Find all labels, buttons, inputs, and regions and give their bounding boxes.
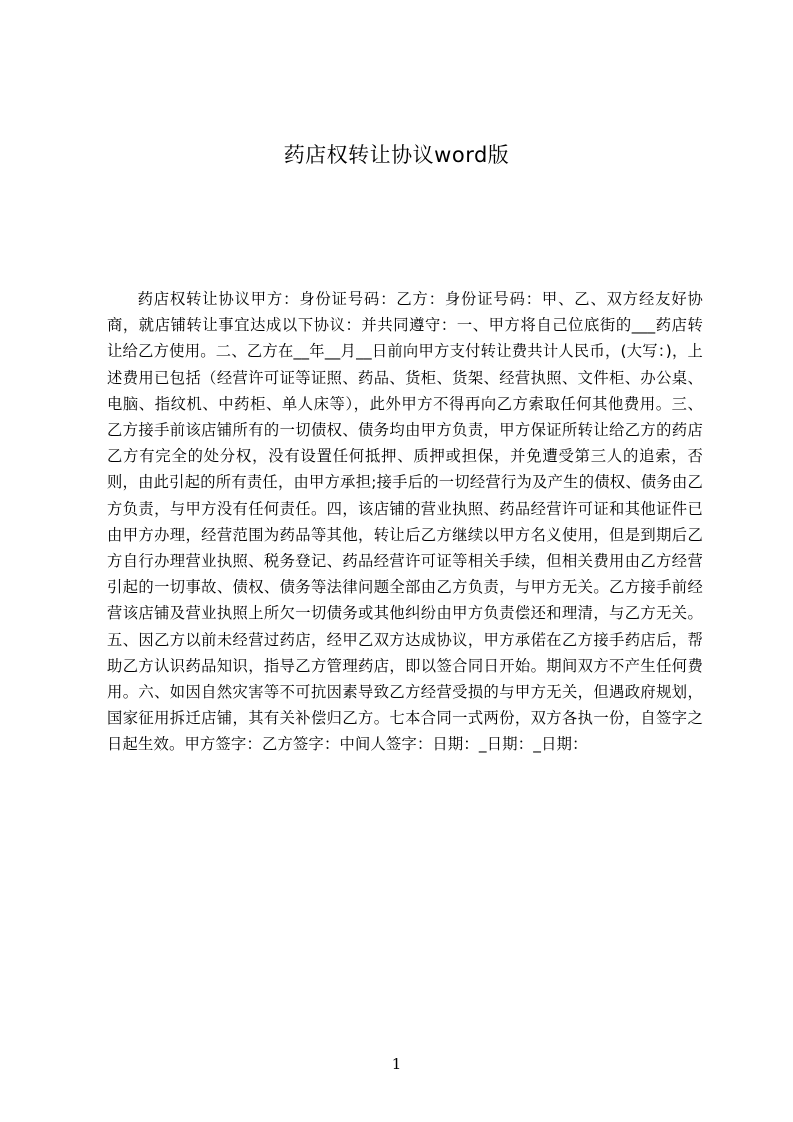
document-body-paragraph: 药店权转让协议甲方：身份证号码：乙方：身份证号码：甲、乙、双方经友好协商，就店铺转让事宜达成以下协议：并共同遵守：一、甲方将自己位底街的___药店转让给乙方使用。二、乙方在__年__月__日前向甲方支付转让费共计人民币，(大写：)，上述费用已包括（经营许可证等证照、药品、货柜、货架、经营执照、文件柜、办公桌、电脑、指纹机、中药柜、单人床等），此外甲方不得再向乙方索取任何其他费用。三、乙方接手前该店铺所有的一切债权、债务均由甲方负责，甲方保证所转让给乙方的药店乙方有完全的处分权，没有设置任何抵押、质押或担保，并免遭受第三人的追索，否则，由此引起的所有责任，由甲方承担;接手后的一切经营行为及产生的债权、债务由乙方负责，与甲方没有任何责任。四，该店铺的营业执照、药品经营许可证和其他证件已由甲方办理，经营范围为药品等其他，转让后乙方继续以甲方名义使用，但是到期后乙方自行办理营业执照、税务登记、药品经营许可证等相关手续，但相关费用由乙方经营引起的一切事故、债权、债务等法律问题全部由乙方负责，与甲方无关。乙方接手前经营该店铺及营业执照上所欠一切债务或其他纠纷由甲方负责偿还和理清，与乙方无关。五、因乙方以前未经营过药店，经甲乙双方达成协议，甲方承偌在乙方接手药店后，帮助乙方认识药品知识，指导乙方管理药店，即以签合同日开始。期间双方不产生任何费用。六、如因自然灾害等不可抗因素导致乙方经营受损的与甲方无关，但遇政府规划，国家征用拆迁店铺，其有关补偿归乙方。七本合同一式两份，双方各执一份，自签字之日起生效。甲方签字：乙方签字：中间人签字：日期：_日期：_日期： [107, 290, 703, 754]
document-title: 药店权转让协议word版 [283, 143, 510, 167]
page-number: 1 [391, 1055, 402, 1073]
